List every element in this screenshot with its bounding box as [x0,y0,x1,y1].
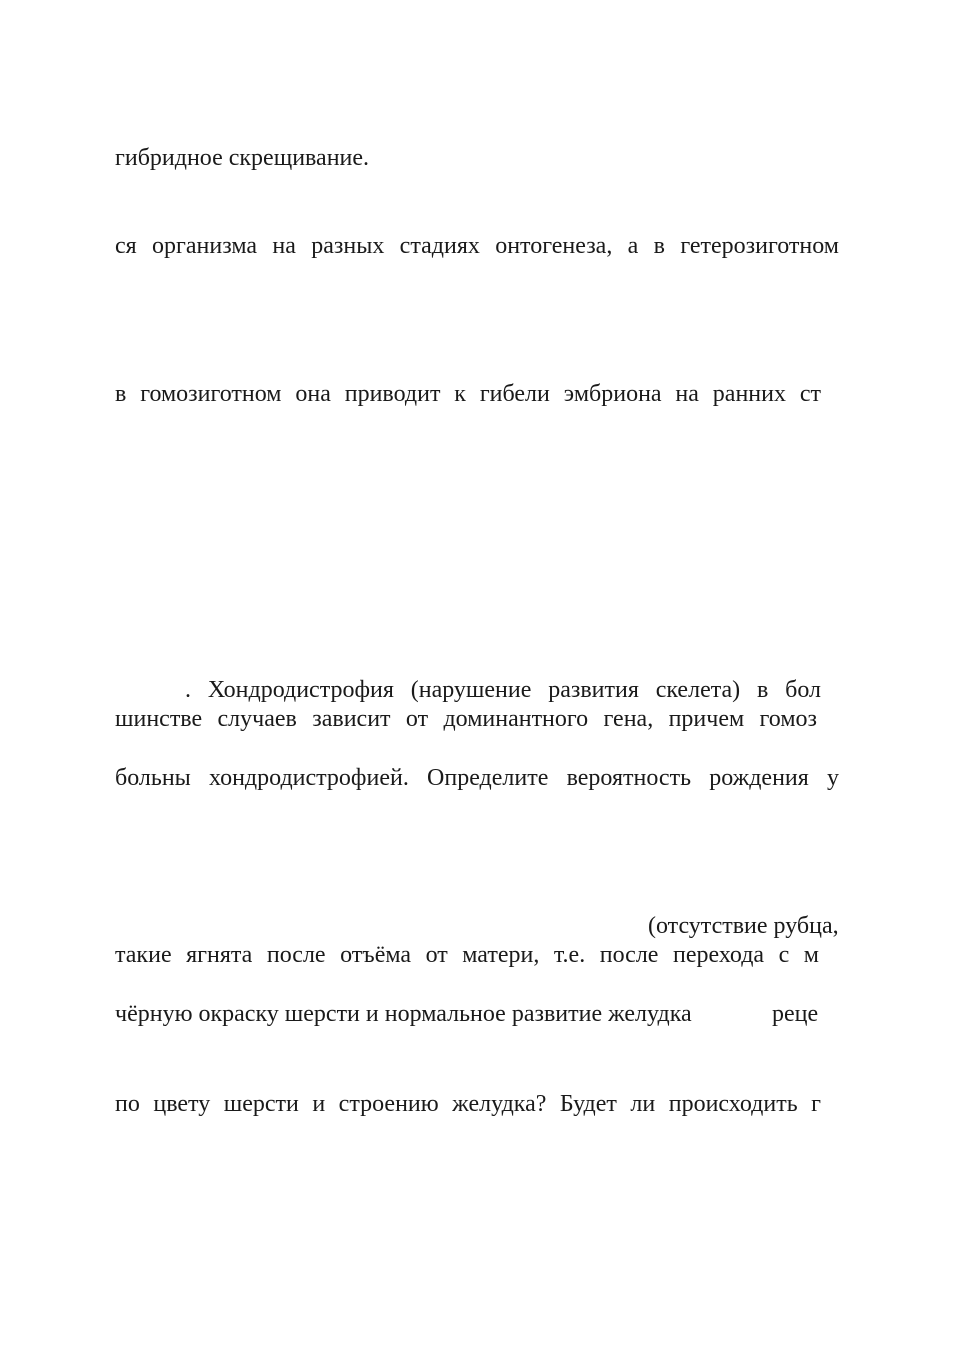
text-line-6: больны хондродистрофией. Определите вероятность рождения у [115,765,839,791]
text-line-7: (отсутствие рубца, [648,913,839,939]
text-line-9-tail: реце [772,1001,819,1027]
text-line-2: ся организма на разных стадиях онтогенеза, а в гетерозиготном [115,233,839,259]
text-line-10: по цвету шерсти и строению желудка? Будет ли происходить г [115,1091,821,1117]
text-line-9: чёрную окраску шерсти и нормальное развитие желудка [115,1001,692,1027]
text-line-1: гибридное скрещивание. [115,145,370,171]
text-line-5: шинстве случаев зависит от доминантного гена, причем гомоз [115,706,817,732]
text-line-3: в гомозиготном она приводит к гибели эмбриона на ранних ст [115,381,821,407]
text-line-8: такие ягнята после отъёма от матери, т.е. после перехода с м [115,942,819,968]
text-line-4: . Хондродистрофия (нарушение развития скелета) в бол [185,677,821,703]
